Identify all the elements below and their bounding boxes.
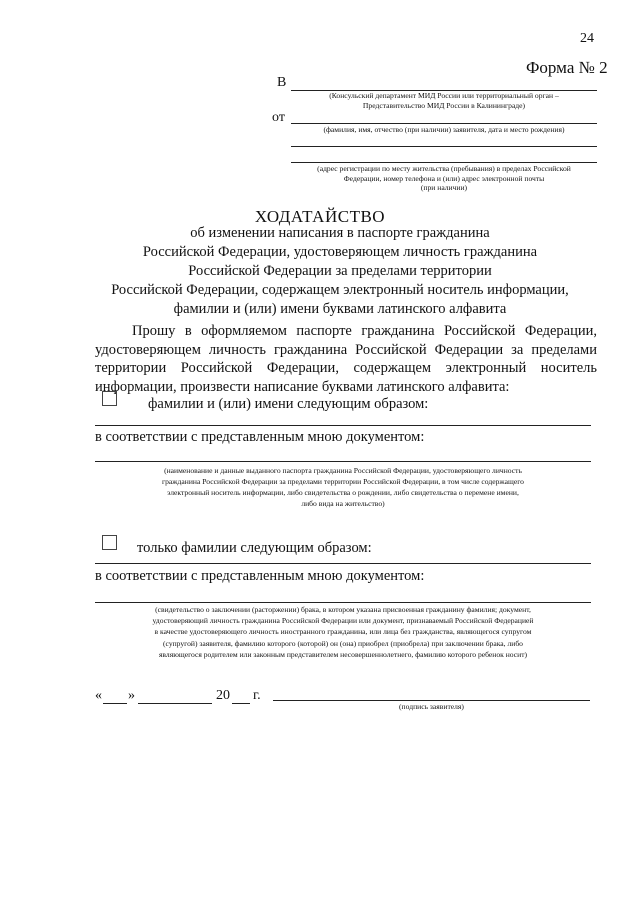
doc-subtitle — [80, 224, 600, 319]
request-paragraph — [95, 322, 597, 396]
address-caption — [291, 164, 597, 193]
date-year-field[interactable] — [232, 703, 250, 704]
from-field-line[interactable] — [291, 123, 597, 124]
form-title: Форма № 2 — [526, 58, 608, 77]
signature-caption: (подпись заявителя) — [399, 702, 464, 711]
signature-field-line[interactable] — [273, 700, 590, 701]
to-caption-line-1: (Консульский департамент МИД России или территориальный орган – — [329, 91, 559, 100]
doc-subtitle-line-1: об изменении написания в паспорте гражданина — [190, 225, 490, 241]
date-month-field[interactable] — [138, 703, 212, 704]
page-number: 24 — [580, 31, 594, 46]
option2-checkbox[interactable] — [102, 535, 117, 550]
to-prefix: В — [277, 75, 287, 90]
option1-label: фамилии и (или) имени следующим образом: — [148, 396, 429, 412]
option2-caption — [78, 604, 608, 660]
option1-caption — [80, 465, 606, 509]
option2-doc-field-line[interactable] — [95, 602, 591, 603]
option2-label: только фамилии следующим образом: — [137, 540, 372, 556]
from-caption: (фамилия, имя, отчество (при наличии) заявителя, дата и место рождения) — [323, 125, 565, 134]
date-year-suffix: г. — [253, 688, 261, 703]
option2-value-line[interactable] — [95, 563, 591, 564]
option2-caption-line-3: в качестве удостоверяющего личность иностранного гражданина, или лица без гражданства, являющегося супругом — [154, 627, 532, 637]
address-caption-line-3: (при наличии) — [420, 183, 468, 193]
address-caption-line-1: (адрес регистрации по месту жительства (пребывания) в пределах Российской — [317, 164, 571, 173]
doc-subtitle-line-2: Российской Федерации, удостоверяющем личность гражданина — [142, 244, 538, 260]
option2-caption-line-2: удостоверяющий личность гражданина Российской Федерации или документ, признаваемый Российской Федерацией — [152, 616, 534, 626]
option2-caption-line-1: (свидетельство о заключении (расторжении) брака, в котором указана присвоенная гражданину фамилия; документ, — [155, 605, 531, 614]
from-prefix: от — [272, 110, 285, 125]
doc-subtitle-line-5: фамилии и (или) имени буквами латинского алфавита — [173, 301, 507, 317]
option1-doc-field-line[interactable] — [95, 461, 591, 462]
option1-caption-line-1: (наименование и данные выданного паспорта гражданина Российской Федерации, удостоверяющего личность — [164, 466, 522, 475]
address-caption-line-2: Федерации, номер телефона и (или) адрес электронной почты — [343, 173, 545, 183]
to-caption — [291, 91, 597, 110]
request-line-2: удостоверяющем личность гражданина Российской Федерации за пределами — [95, 341, 597, 358]
date-day-field[interactable] — [103, 703, 127, 704]
address-field-line[interactable] — [291, 162, 597, 163]
date-close-quote: » — [128, 688, 135, 703]
option1-caption-line-4: либо вида на жительство) — [301, 499, 385, 508]
to-caption-line-2: Представительство МИД России в Калининграде) — [362, 100, 526, 110]
request-line-1: Прошу в оформляемом паспорте гражданина Российской Федерации, — [132, 323, 597, 339]
doc-subtitle-line-3: Российской Федерации за пределами территории — [188, 263, 492, 279]
request-line-4: информации, произвести написание буквами латинского алфавита: — [95, 378, 510, 395]
option2-caption-line-5: являющегося родителем или законным представителем несовершеннолетнего, фамилию которого ребенок носит) — [158, 649, 528, 659]
doc-title: ХОДАТАЙСТВО — [254, 207, 386, 226]
date-open-quote: « — [95, 688, 102, 703]
from-field-line-2[interactable] — [291, 146, 597, 147]
option2-caption-line-4: (супругой) заявителя, фамилию которого (которой) он (она) приобрел (приобрела) при заключении брака, либо — [163, 638, 523, 648]
option1-checkbox[interactable] — [102, 391, 117, 406]
option1-caption-line-2: гражданина Российской Федерации за пределами территории Российской Федерации, в том числе содержащего — [162, 477, 524, 486]
option1-caption-line-3: электронный носитель информации, либо свидетельства о рождении, либо свидетельства о перемене имени, — [167, 488, 519, 497]
option2-doc-line: в соответствии с представленным мною документом: — [95, 568, 425, 584]
doc-subtitle-line-4: Российской Федерации, содержащем электронный носитель информации, — [111, 282, 569, 298]
date-year-prefix: 20 — [216, 688, 230, 703]
option1-doc-line: в соответствии с представленным мною документом: — [95, 429, 425, 445]
option1-value-line[interactable] — [95, 425, 591, 426]
request-line-3: территории Российской Федерации, содержащем электронный носитель — [95, 360, 597, 376]
